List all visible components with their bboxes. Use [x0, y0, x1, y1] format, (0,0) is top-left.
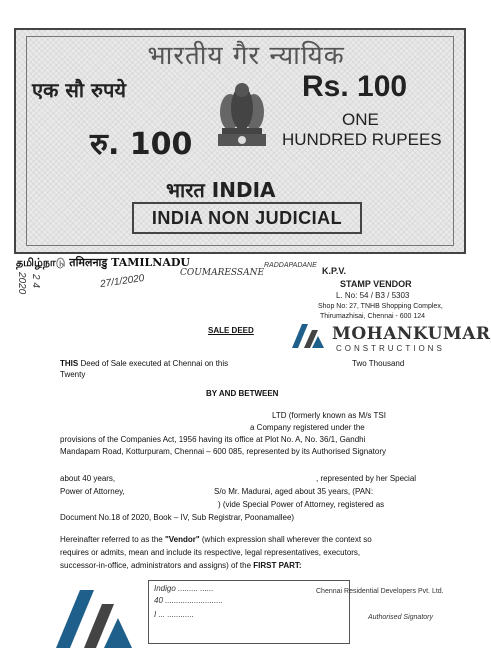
vendor-address-2: Thirumazhisai, Chennai - 600 124: [320, 313, 426, 320]
brand-name: MOHANKUMAR: [332, 324, 491, 344]
deed-p2-4: Document No.18 of 2020, Book – IV, Sub Registrar, Poonamallee): [60, 513, 295, 522]
national-emblem-icon: [212, 72, 272, 156]
stamp-paper: [14, 28, 466, 254]
deed-p2-1b: , represented by her Special: [316, 474, 417, 483]
deed-between: BY AND BETWEEN: [206, 389, 279, 398]
watermark-logo-icon: [56, 586, 132, 648]
handwritten-side-number-2: 2 4: [30, 274, 41, 288]
handwritten-date: 27/1/2020: [99, 272, 146, 291]
vendor-title: STAMP VENDOR: [340, 279, 412, 289]
stamp-one-text: ONE: [342, 110, 379, 129]
stamp-rs-amount: Rs. 100: [302, 70, 408, 103]
stamp-hindi-amount: एक सौ रुपये: [32, 78, 126, 102]
authorised-signatory: Authorised Signatory: [368, 614, 433, 621]
deed-p2-1a: about 40 years,: [60, 474, 116, 483]
stamp-ru-amount: रु. 100: [90, 127, 193, 162]
deed-p1-3: provisions of the Companies Act, 1956 having its office at Plot No. A, No. 36/1, Gandhi: [60, 435, 366, 444]
handwritten-name: COUMARESSANE: [180, 268, 265, 278]
deed-p2-3: ) (vide Special Power of Attorney, registered as: [218, 500, 385, 509]
deed-title: SALE DEED: [208, 326, 254, 335]
stamp-bharat-india: भारत INDIA: [166, 178, 276, 202]
vendor-license: L. No: 54 / B3 / 5303: [336, 291, 410, 300]
deed-line-1: THIS Deed of Sale executed at Chennai on this: [60, 359, 229, 368]
deed-p2-2a: Power of Attorney,: [60, 487, 125, 496]
signature-line-2: 40 ..........................: [154, 596, 223, 605]
stamp-hundred-rupees: HUNDRED RUPEES: [282, 130, 442, 149]
stamp-non-judicial-text: INDIA NON JUDICIAL: [151, 208, 343, 228]
handwritten-side-number: 2020: [16, 272, 27, 295]
handwritten-name-2: RADDAPADANE: [264, 262, 317, 269]
brand-logo-icon: [292, 322, 324, 348]
deed-p2-2b: S/o Mr. Madurai, aged about 35 years, (PAN:: [214, 487, 374, 496]
deed-p1-4: Mandapam Road, Kotturpuram, Chennai – 600 085, represented by its Authorised Signatory: [60, 447, 386, 456]
stamp-hindi-heading: भारतीय गैर न्यायिक: [147, 41, 345, 71]
deed-p1-2: a Company registered under the: [250, 423, 365, 432]
signature-line-1: Indigo ......... ......: [154, 584, 214, 593]
company-name: Chennai Residential Developers Pvt. Ltd.: [316, 588, 444, 595]
deed-p3-2: requires or admits, mean and include its respective, legal representatives, executors,: [60, 548, 361, 557]
deed-p1-1: LTD (formerly known as M/s TSI: [272, 411, 386, 420]
tamilnadu-line: தமிழ்நாடு तमिलनाडु TAMILNADU: [16, 256, 191, 269]
signature-line-3: I ... ............: [154, 610, 195, 619]
deed-p3-1: Hereinafter referred to as the "Vendor" (which expression shall wherever the context so: [60, 535, 372, 544]
deed-line-2: Twenty: [60, 370, 86, 379]
vendor-name: K.P.V.: [322, 266, 347, 276]
brand-subtitle: CONSTRUCTIONS: [336, 344, 445, 353]
stamp-non-judicial-box: [132, 202, 362, 234]
deed-p3-3: successor-in-office, administrators and assigns) of the FIRST PART:: [60, 561, 302, 570]
deed-line-1-end: Two Thousand: [352, 359, 405, 368]
vendor-address-1: Shop No: 27, TNHB Shopping Complex,: [318, 303, 443, 310]
